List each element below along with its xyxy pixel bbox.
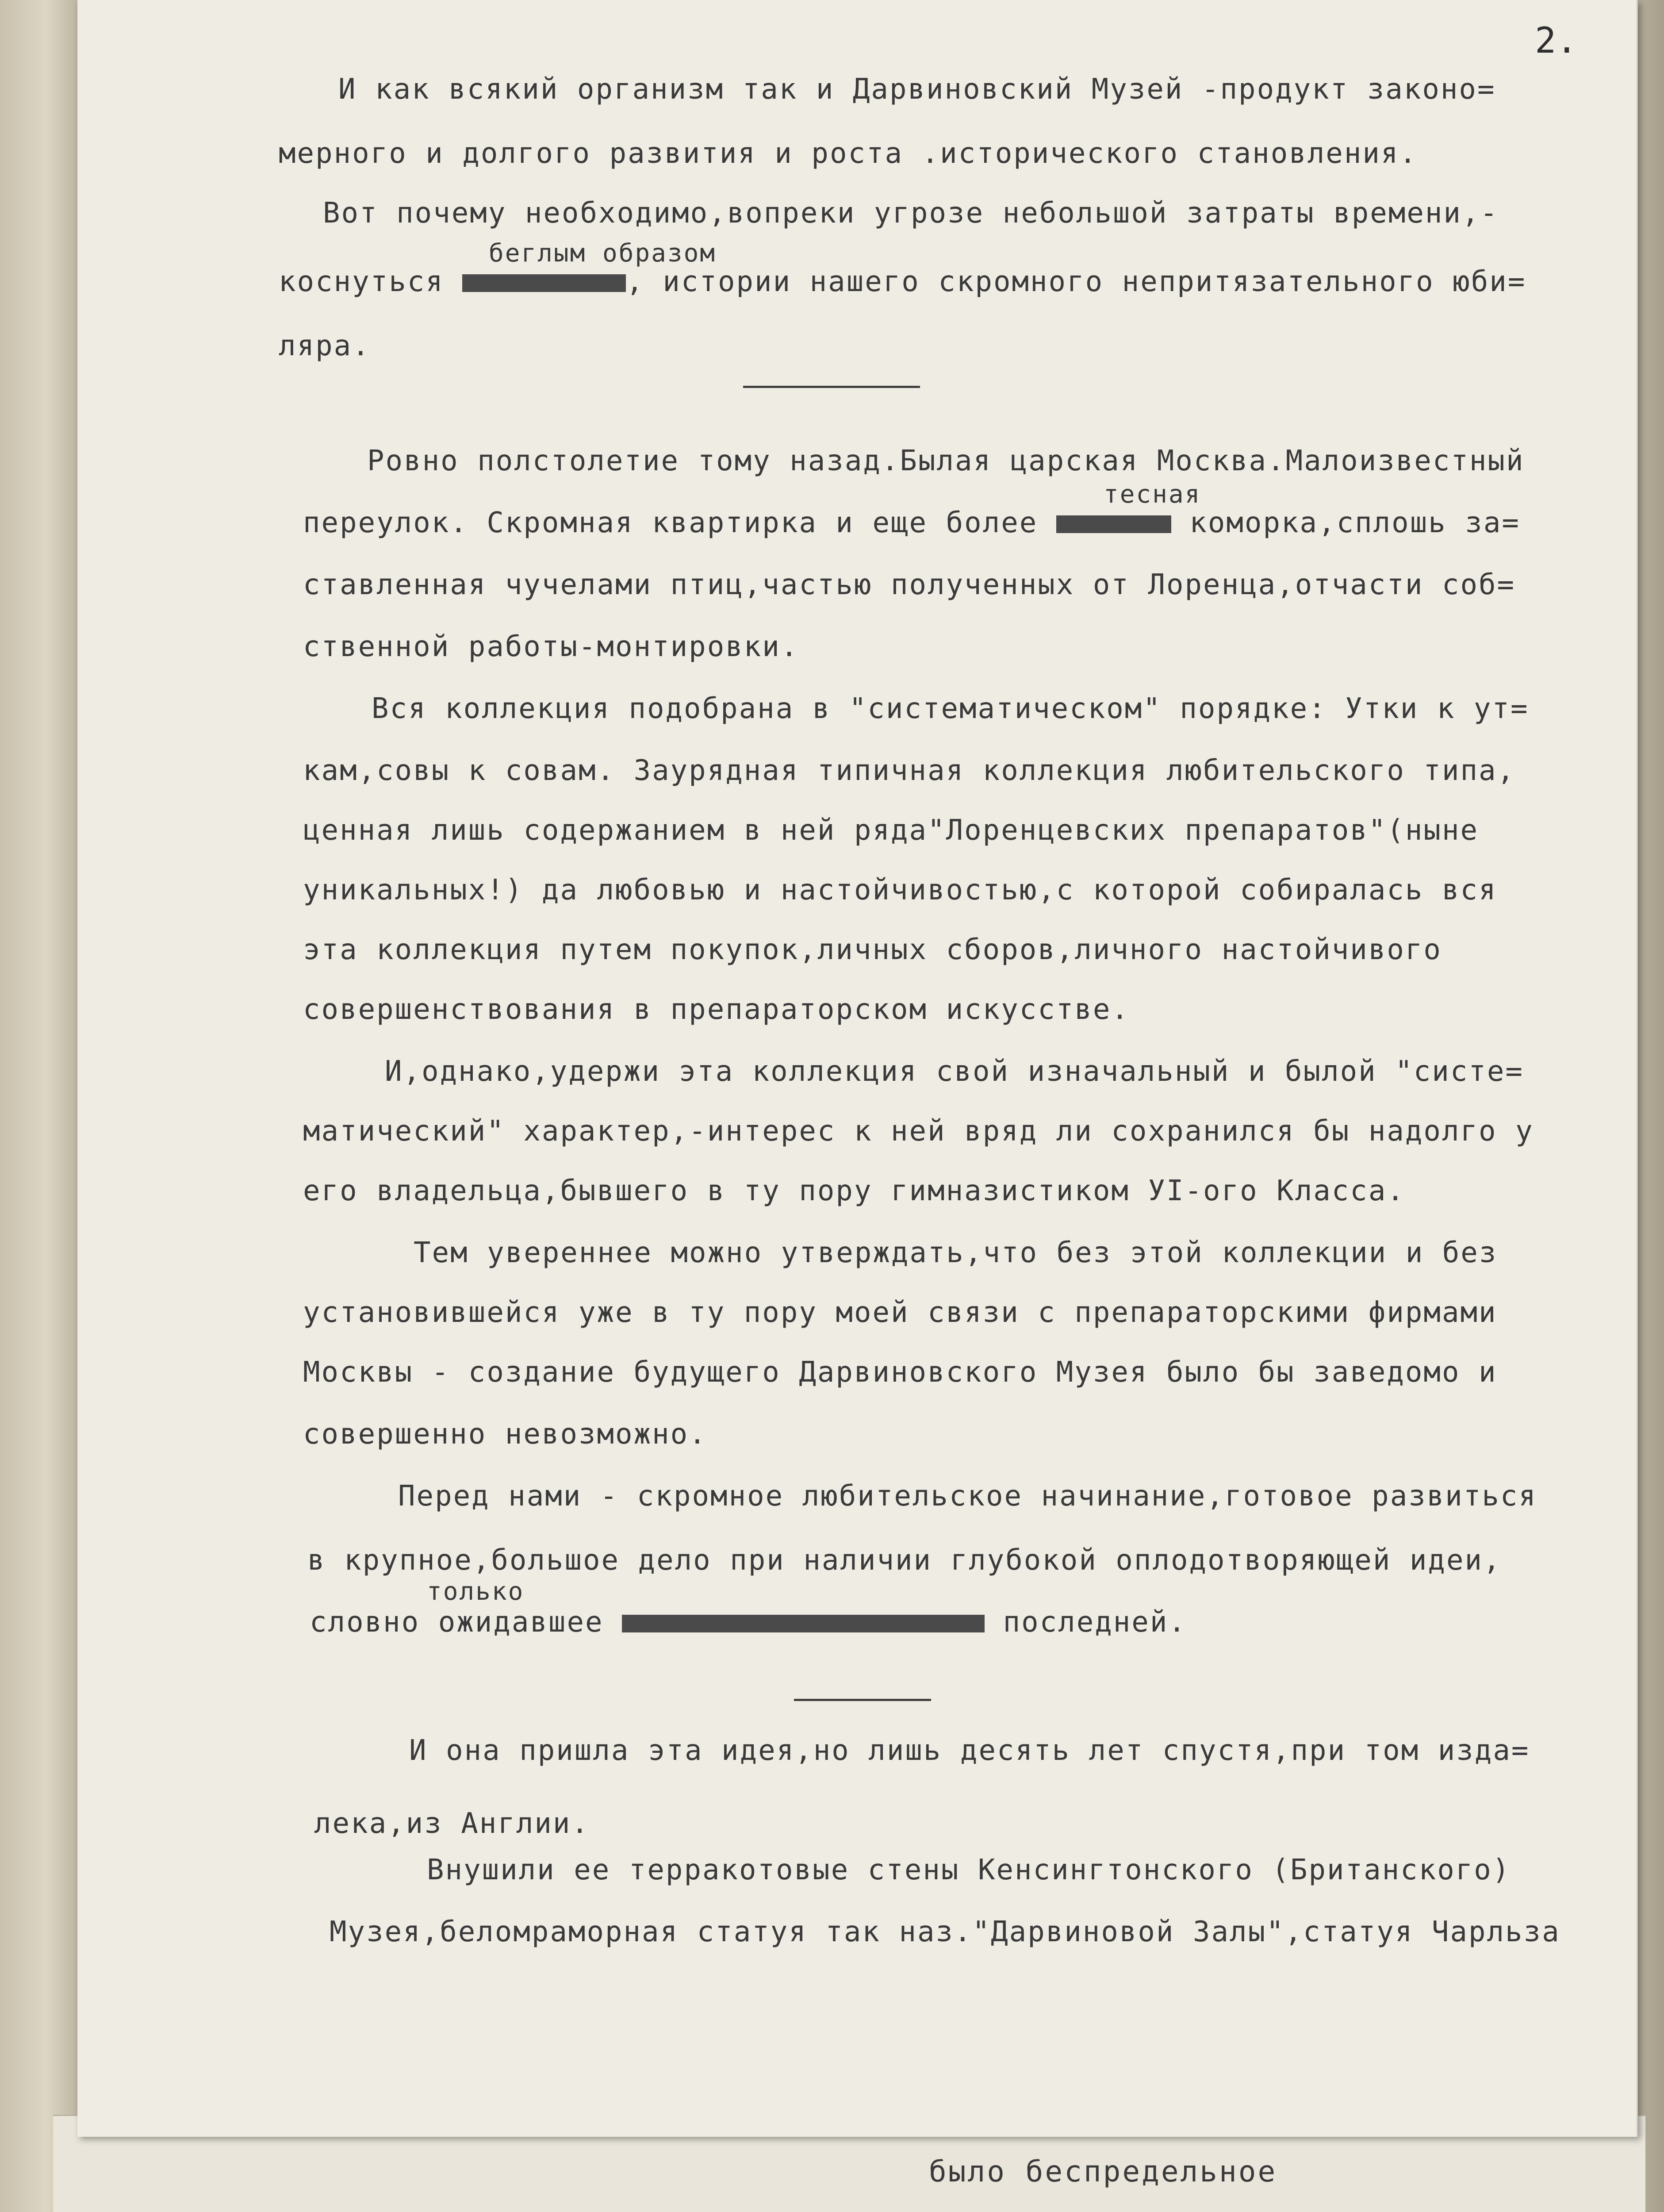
text-line: матический" характер,-интерес к ней вряд ли сохранился бы надолго у (303, 1115, 1534, 1148)
handwritten-insertion: беглым образом (489, 239, 717, 268)
text-line: Тем увереннее можно утверждать,что без этой коллекции и без (414, 1237, 1498, 1269)
text-line: совершенствования в препараторском искусстве. (303, 993, 1130, 1026)
text-line: ляра. (279, 330, 371, 362)
text-line: кам,совы к совам. Заурядная типичная коллекция любительского типа, (303, 754, 1516, 787)
text-line: Перед нами - скромное любительское начинание,готовое развиться (398, 1480, 1537, 1513)
text-line: эта коллекция путем покупок,личных сборов,личного настойчивого (303, 933, 1442, 966)
text-line: переулок. Скромная квартирка и еще более коморка,сплошь за= (303, 507, 1520, 539)
text-line: в крупное,большое дело при наличии глубокой оплодотворяющей идеи, (307, 1544, 1502, 1577)
text-line: коснуться , истории нашего скромного непритязательного юби= (279, 265, 1526, 298)
text-line: ставленная чучелами птиц,частью полученных от Лоренца,отчасти соб= (303, 568, 1516, 601)
text-line: мерного и долгого развития и роста .исторического становления. (279, 137, 1418, 170)
text-line: лека,из Англии. (314, 1807, 590, 1840)
section-divider (794, 1699, 931, 1701)
struck-out-word (462, 274, 626, 292)
text-line: Вся коллекция подобрана в "систематическом" порядке: Утки к ут= (372, 692, 1529, 725)
text-line: Внушили ее терракотовые стены Кенсингтонского (Британского) (427, 1854, 1511, 1886)
text-line: Москвы - создание будущего Дарвиновского Музея было бы заведомо и (303, 1356, 1497, 1389)
text-line: уникальных!) да любовью и настойчивостью,с которой собиралась вся (303, 874, 1497, 906)
text-line: совершенно невозможно. (303, 1418, 707, 1451)
page-number: 2. (1535, 20, 1578, 61)
underlying-sheet-text: было беспредельное (929, 2154, 1277, 2189)
struck-out-words (622, 1615, 985, 1632)
text-line: словно ожидавшее последней. (310, 1606, 1187, 1639)
handwritten-insertion: тесная (1104, 480, 1201, 509)
section-divider (743, 386, 920, 388)
text-line: И как всякий организм так и Дарвиновский Музей -продукт законо= (338, 73, 1496, 106)
text-line: Вот почему необходимо,вопреки угрозе небольшой затраты времени,- (323, 197, 1499, 230)
typed-page (77, 0, 1638, 2137)
text-line: Музея,беломраморная статуя так наз."Дарвиновой Залы",статуя Чарльза (330, 1916, 1560, 1948)
text-line: его владельца,бывшего в ту пору гимназистиком УI-ого Класса. (303, 1175, 1405, 1207)
text-line: установившейся уже в ту пору моей связи с препараторскими фирмами (303, 1296, 1497, 1329)
handwritten-insertion: только (427, 1577, 525, 1606)
text-line: И,однако,удержи эта коллекция свой изначальный и былой "систе= (385, 1055, 1524, 1088)
struck-out-word (1056, 515, 1171, 533)
folder-left-board (0, 0, 79, 2212)
text-line: И она пришла эта идея,но лишь десять лет спустя,при том изда= (409, 1734, 1530, 1767)
text-line: ственной работы-монтировки. (303, 630, 799, 663)
text-line: ценная лишь содержанием в ней ряда"Лоренцевских препаратов"(ныне (303, 814, 1479, 847)
text-line: Ровно полстолетие тому назад.Былая царская Москва.Малоизвестный (367, 445, 1525, 477)
